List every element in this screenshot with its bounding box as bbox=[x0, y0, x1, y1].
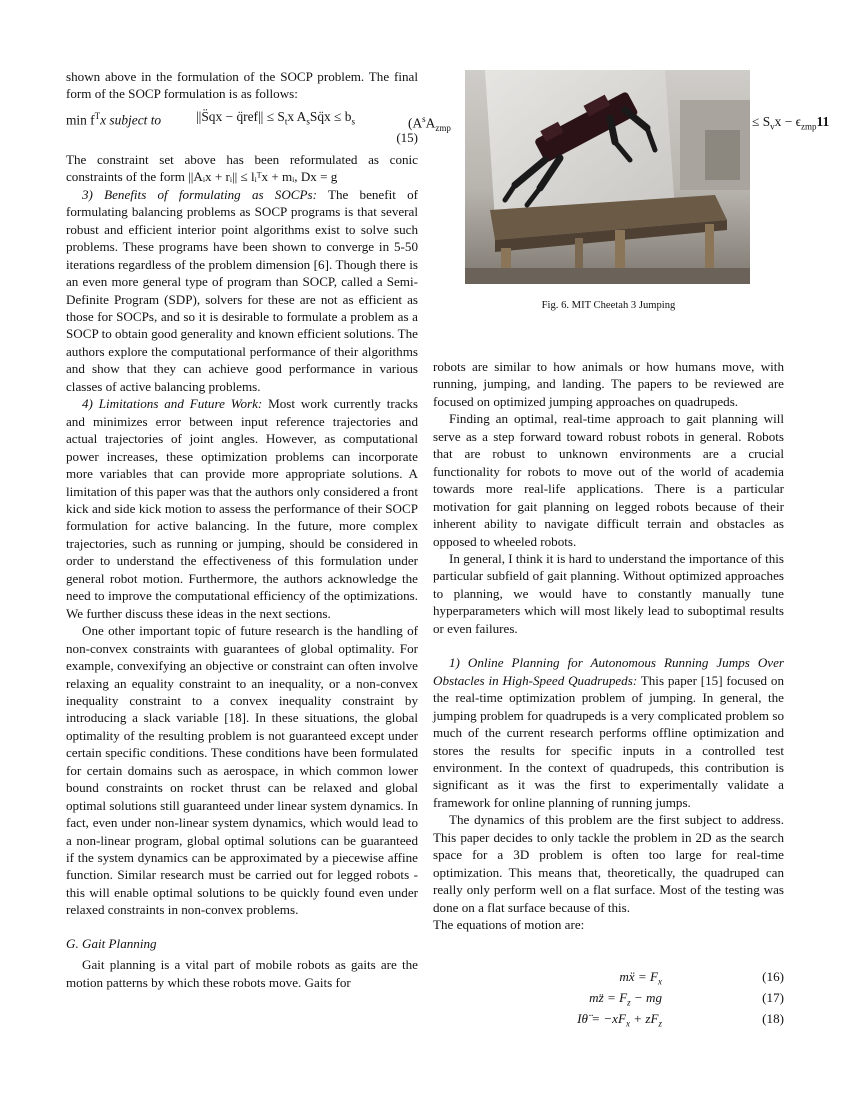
paragraph: In general, I think it is hard to understand the importance of this particular subfield of gait planning. Without optimized approaches to planning, we would have to constantly manually tune hyperparameters which will most likely lead to suboptimal results or even failures. bbox=[433, 550, 784, 636]
subsection-heading: 4) Limitations and Future Work: bbox=[82, 396, 263, 412]
equation-number: (17) bbox=[762, 989, 784, 1005]
paragraph: Finding an optimal, real-time approach to gait planning will serve as a step forward toward robust robots in general. Robots that are robust to unknown environments are a crucial functionality for robots to move out of the world of academia towards more real-life applications. There is a particular motivation for gait planning on legged robots because of their inherent ability to navigate difficult terrain and obstacles as opposed to wheeled robots. bbox=[433, 411, 784, 549]
paragraph-limitations: 4) Limitations and Future Work: Most work currently tracks and minimizes error between input reference trajectories and actual trajectories of joint angles. However, as computational power increases, these optimization problems can incorporate more variables that can provide more appropriate solutions. A limitation of this paper was that the authors only considered a front kick and side kick motion to assess the performance of their SOCP formulation for active balancing. In the future, more complex trajectories, such as running or jumping, should be considered in order to understand the effectiveness of this formulation under general robot motion. Furthermore, the authors acknowledge the need to improve the computational efficiency of the optimizations. We further discuss these ideas in the next sections. bbox=[66, 396, 418, 621]
paragraph-online-planning: 1) Online Planning for Autonomous Running Jumps Over Obstacles in High-Speed Quadrupeds: This paper [15] focused on the real-time optimization problem of jumping. In general, the jumping problem for quadrupeds is a very complicated problem so much of the current research performs offline optimization and stores the results for specific inputs in a controlled test environment. In the context of quadrupeds, this contribution is significant as it was the first to experimentally validate a framework for online planning of running jumps. bbox=[433, 655, 784, 810]
equation-15-objective: $\min f^Tx$ subject to bbox=[66, 110, 162, 128]
equation-number: (18) bbox=[762, 1010, 784, 1026]
section-heading: G. Gait Planning bbox=[66, 935, 157, 951]
figure-caption: Fig. 6. MIT Cheetah 3 Jumping bbox=[541, 300, 676, 311]
equation-expression: Iθ̈ = $-xF_x + zF_z$ bbox=[577, 1010, 662, 1029]
paragraph: Gait planning is a vital part of mobile robots as gaits are the motion patterns by which these robots move. Gaits for bbox=[66, 957, 418, 990]
left-column bbox=[66, 68, 418, 991]
equation-15-overflow-left: ($A^sA_{zmp}$ bbox=[408, 114, 451, 134]
paragraph: The equations of motion are: bbox=[433, 917, 585, 933]
subsection-heading: 3) Benefits of formulating as SOCPs: bbox=[82, 186, 317, 202]
paragraph: The constraint set above has been reformulated as conic constraints of the form ||Aᵢx + rᵢ|| ≤ lᵢᵀx + mᵢ, Dx = g bbox=[66, 151, 418, 185]
equation-15 bbox=[66, 108, 418, 129]
equation-16 bbox=[433, 968, 784, 989]
equation-expression: mẍ = $F_x$ bbox=[619, 968, 662, 987]
robot-photo-illustration bbox=[465, 70, 750, 284]
equation-18 bbox=[433, 1010, 784, 1031]
figure-robot-jumping bbox=[465, 70, 750, 284]
paragraph: The dynamics of this problem are the first subject to address. This paper decides to only tackle the problem in 2D as the search space for a 3D problem is often too large for real-time optimization. This means that, theoretically, the quadruped can really only perform well on a flat surface. Most of the testing was done on a flat surface because of this. bbox=[433, 812, 784, 915]
right-column bbox=[433, 358, 784, 1031]
equation-15-overflow-right: ≤ $S_vx - \epsilon_{zmp}11$ bbox=[752, 114, 830, 132]
equation-expression: mz̈ = $F_z$ − mg bbox=[589, 989, 662, 1008]
equation-number: (15) bbox=[396, 129, 418, 145]
paragraph: robots are similar to how animals or how humans move, with running, jumping, and landing. The papers to be reviewed are focused on optimized jumping approaches on quadrupeds. bbox=[433, 359, 784, 409]
paragraph-benefits: 3) Benefits of formulating as SOCPs: The benefit of formulating balancing problems as SOCP programs is that several robust and efficient interior point algorithms exist to solve such problems. These programs have been shown to converge in 5-50 iterations regardless of the problem dimension [6]. Though there is an even more general type of program than SOCP, called a Semi-Definite Program (SDP), solvers for these are not as efficient as those for SOCPs, and so it is desirable to formulate a problem as a SOCP to obtain good generality and known efficient solutions. The authors explore the computational performance of their algorithms and show that they can achieve good performance in various classes of active balancing problems. bbox=[66, 186, 418, 394]
subsection-heading: 1) Online Planning for Autonomous Running Jumps Over Obstacles in High-Speed Quadrupeds: bbox=[433, 655, 784, 688]
paragraph: One other important topic of future research is the handling of non-convex constraints with guarantees of global optimality. For example, convexifying an objective or constraint can often involve relaxing an equality constraint to an inequality, or a non-convex inequality constraint to a convex inequality constraint by introducing a slack variable [18]. In these situations, the global optimality of the resulting problem is not guaranteed except under certain specific conditions. These conditions have been formulated for certain domains such as aerospace, in which common lower bound constraints on rocket thrust can be relaxed and global optimal solutions still guaranteed under linear system dynamics. In fact, even under non-linear system dynamics, which would lead to a non-linear program, global optimal solutions can be guaranteed if the system dynamics can be approximated by a piecewise affine function. Similar research must be carried out for legged robots - this will enable optimal solutions to be quickly found even under relaxed constraints in non-convex problems. bbox=[66, 623, 418, 918]
paragraph: shown above in the formulation of the SOCP problem. The final form of the SOCP formulation is as follows: bbox=[66, 69, 418, 102]
equation-15-constraints: ||S̈qx − q̈ref|| ≤ $S_tx$ $A_sSq̈x \le b_s$ bbox=[196, 108, 355, 127]
equation-15-number-row bbox=[66, 129, 418, 151]
equation-17 bbox=[433, 989, 784, 1010]
equation-number: (16) bbox=[762, 968, 784, 984]
